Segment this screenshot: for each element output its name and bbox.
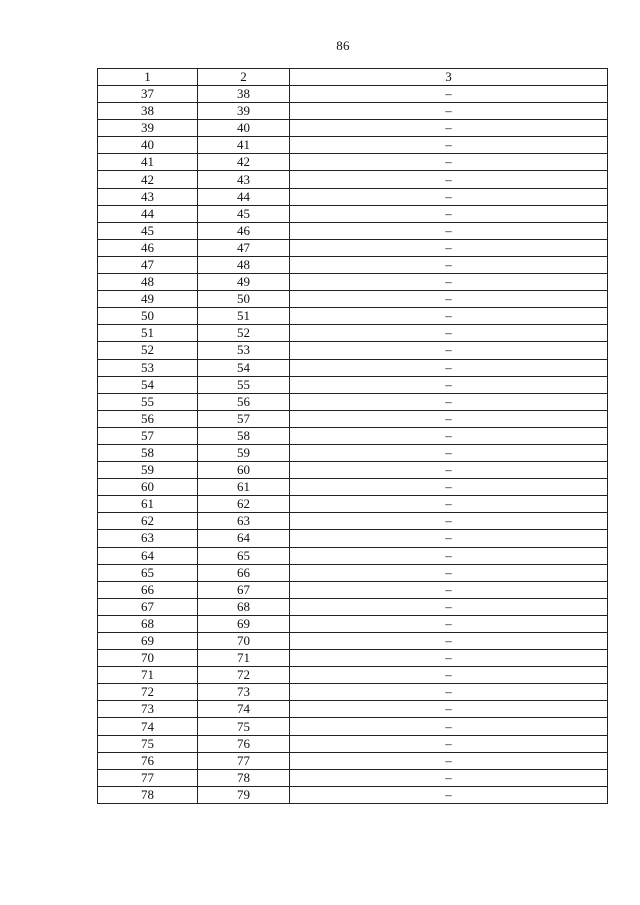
table-row (98, 188, 608, 205)
table-cell-col-2: 76 (198, 735, 290, 752)
table-cell-col-2: 59 (198, 444, 290, 461)
table-row (98, 256, 608, 273)
table-cell-col-1: 53 (98, 359, 198, 376)
table-row (98, 479, 608, 496)
table-cell-col-2: 52 (198, 325, 290, 342)
table-cell-col-3: – (290, 325, 608, 342)
table-cell-col-3: – (290, 188, 608, 205)
table-cell-col-3: – (290, 496, 608, 513)
table-cell-col-2: 49 (198, 274, 290, 291)
table-cell-col-3: – (290, 667, 608, 684)
table-cell-col-1: 48 (98, 274, 198, 291)
table-cell-col-1: 74 (98, 718, 198, 735)
table-cell-col-3: – (290, 239, 608, 256)
table-cell-col-3: – (290, 462, 608, 479)
table-cell-col-2: 73 (198, 684, 290, 701)
table-cell-col-3: – (290, 359, 608, 376)
table-cell-col-1: 64 (98, 547, 198, 564)
table-cell-col-2: 71 (198, 650, 290, 667)
table-header-row (98, 69, 608, 86)
column-header-1: 1 (98, 69, 198, 86)
table-cell-col-1: 43 (98, 188, 198, 205)
table-cell-col-2: 51 (198, 308, 290, 325)
table-cell-col-1: 46 (98, 239, 198, 256)
table-cell-col-2: 75 (198, 718, 290, 735)
table-cell-col-1: 51 (98, 325, 198, 342)
table-cell-col-2: 67 (198, 581, 290, 598)
table-cell-col-3: – (290, 530, 608, 547)
table-row (98, 308, 608, 325)
table-row (98, 684, 608, 701)
table-cell-col-1: 73 (98, 701, 198, 718)
table-cell-col-3: – (290, 410, 608, 427)
table-cell-col-2: 64 (198, 530, 290, 547)
table-cell-col-1: 50 (98, 308, 198, 325)
table-cell-col-3: – (290, 308, 608, 325)
table-cell-col-2: 78 (198, 769, 290, 786)
table-cell-col-1: 72 (98, 684, 198, 701)
table-row (98, 769, 608, 786)
table-row (98, 359, 608, 376)
table-cell-col-3: – (290, 598, 608, 615)
table-cell-col-3: – (290, 120, 608, 137)
table-cell-col-1: 68 (98, 615, 198, 632)
table-row (98, 786, 608, 803)
table-cell-col-3: – (290, 684, 608, 701)
table-cell-col-2: 58 (198, 427, 290, 444)
column-header-2: 2 (198, 69, 290, 86)
table-row (98, 701, 608, 718)
column-header-3: 3 (290, 69, 608, 86)
table-cell-col-2: 54 (198, 359, 290, 376)
table-row (98, 325, 608, 342)
table-row (98, 239, 608, 256)
table-row (98, 496, 608, 513)
table-row (98, 615, 608, 632)
table-cell-col-3: – (290, 650, 608, 667)
table-cell-col-1: 78 (98, 786, 198, 803)
table-cell-col-3: – (290, 513, 608, 530)
table-cell-col-1: 41 (98, 154, 198, 171)
table-cell-col-2: 68 (198, 598, 290, 615)
table-cell-col-2: 45 (198, 205, 290, 222)
table-cell-col-2: 69 (198, 615, 290, 632)
table-row (98, 564, 608, 581)
table-cell-col-1: 63 (98, 530, 198, 547)
table-cell-col-3: – (290, 427, 608, 444)
table-cell-col-3: – (290, 479, 608, 496)
table-cell-col-3: – (290, 205, 608, 222)
table-cell-col-3: – (290, 564, 608, 581)
table-cell-col-1: 58 (98, 444, 198, 461)
table-row (98, 137, 608, 154)
table-row (98, 598, 608, 615)
table-row (98, 530, 608, 547)
table-row (98, 633, 608, 650)
table-cell-col-2: 46 (198, 222, 290, 239)
table-cell-col-3: – (290, 342, 608, 359)
table-row (98, 171, 608, 188)
table-cell-col-2: 42 (198, 154, 290, 171)
data-table (97, 68, 608, 804)
table-row (98, 752, 608, 769)
table-row (98, 735, 608, 752)
table-cell-col-1: 45 (98, 222, 198, 239)
table-cell-col-2: 41 (198, 137, 290, 154)
table-cell-col-2: 60 (198, 462, 290, 479)
table-cell-col-2: 50 (198, 291, 290, 308)
table-cell-col-3: – (290, 786, 608, 803)
table-row (98, 120, 608, 137)
table-cell-col-2: 56 (198, 393, 290, 410)
page-number: 86 (336, 38, 350, 53)
table-cell-col-3: – (290, 137, 608, 154)
table-cell-col-1: 71 (98, 667, 198, 684)
table-cell-col-3: – (290, 735, 608, 752)
table-row (98, 667, 608, 684)
table-cell-col-2: 40 (198, 120, 290, 137)
table-row (98, 274, 608, 291)
table-row (98, 205, 608, 222)
table-cell-col-2: 47 (198, 239, 290, 256)
table-row (98, 462, 608, 479)
table-cell-col-2: 39 (198, 103, 290, 120)
table-cell-col-2: 61 (198, 479, 290, 496)
table-cell-col-2: 48 (198, 256, 290, 273)
table-cell-col-1: 75 (98, 735, 198, 752)
table-cell-col-3: – (290, 444, 608, 461)
table-cell-col-3: – (290, 769, 608, 786)
table-row (98, 393, 608, 410)
table-cell-col-2: 66 (198, 564, 290, 581)
table-cell-col-2: 57 (198, 410, 290, 427)
table-row (98, 718, 608, 735)
table-row (98, 86, 608, 103)
table-cell-col-3: – (290, 274, 608, 291)
table-cell-col-1: 52 (98, 342, 198, 359)
table-cell-col-1: 69 (98, 633, 198, 650)
table-cell-col-2: 79 (198, 786, 290, 803)
table-cell-col-1: 70 (98, 650, 198, 667)
table-row (98, 342, 608, 359)
table-cell-col-2: 65 (198, 547, 290, 564)
table-cell-col-1: 77 (98, 769, 198, 786)
table-cell-col-1: 66 (98, 581, 198, 598)
table-row (98, 410, 608, 427)
table-cell-col-2: 62 (198, 496, 290, 513)
table-cell-col-2: 44 (198, 188, 290, 205)
table-cell-col-1: 37 (98, 86, 198, 103)
table-cell-col-2: 72 (198, 667, 290, 684)
table-cell-col-2: 53 (198, 342, 290, 359)
table-cell-col-1: 65 (98, 564, 198, 581)
table-cell-col-1: 55 (98, 393, 198, 410)
table-row (98, 581, 608, 598)
table-cell-col-3: – (290, 256, 608, 273)
table-cell-col-3: – (290, 615, 608, 632)
table-cell-col-3: – (290, 701, 608, 718)
table-cell-col-3: – (290, 103, 608, 120)
table-cell-col-2: 74 (198, 701, 290, 718)
table-cell-col-3: – (290, 376, 608, 393)
table-cell-col-1: 38 (98, 103, 198, 120)
table-cell-col-2: 38 (198, 86, 290, 103)
table-row (98, 513, 608, 530)
table-row (98, 547, 608, 564)
table-cell-col-1: 44 (98, 205, 198, 222)
table-cell-col-1: 54 (98, 376, 198, 393)
table-cell-col-1: 40 (98, 137, 198, 154)
table-row (98, 427, 608, 444)
table-body (98, 86, 608, 804)
table-row (98, 103, 608, 120)
table-row (98, 222, 608, 239)
table-cell-col-1: 61 (98, 496, 198, 513)
table-cell-col-1: 56 (98, 410, 198, 427)
table-cell-col-2: 70 (198, 633, 290, 650)
table-row (98, 650, 608, 667)
table-cell-col-1: 62 (98, 513, 198, 530)
table-cell-col-3: – (290, 393, 608, 410)
table-cell-col-1: 60 (98, 479, 198, 496)
table-row (98, 444, 608, 461)
table-cell-col-2: 43 (198, 171, 290, 188)
table-row (98, 154, 608, 171)
table-cell-col-3: – (290, 154, 608, 171)
table-cell-col-3: – (290, 86, 608, 103)
table-cell-col-3: – (290, 291, 608, 308)
table-row (98, 291, 608, 308)
table-cell-col-1: 42 (98, 171, 198, 188)
table-cell-col-2: 63 (198, 513, 290, 530)
table-cell-col-3: – (290, 718, 608, 735)
table-row (98, 376, 608, 393)
table-cell-col-1: 47 (98, 256, 198, 273)
table-cell-col-3: – (290, 547, 608, 564)
table-cell-col-1: 67 (98, 598, 198, 615)
table-cell-col-3: – (290, 581, 608, 598)
table-cell-col-3: – (290, 171, 608, 188)
table-cell-col-2: 77 (198, 752, 290, 769)
table-cell-col-3: – (290, 633, 608, 650)
table-cell-col-1: 57 (98, 427, 198, 444)
table-cell-col-2: 55 (198, 376, 290, 393)
table-cell-col-1: 76 (98, 752, 198, 769)
table-cell-col-1: 59 (98, 462, 198, 479)
table-cell-col-3: – (290, 222, 608, 239)
table-cell-col-3: – (290, 752, 608, 769)
table-cell-col-1: 49 (98, 291, 198, 308)
table-cell-col-1: 39 (98, 120, 198, 137)
